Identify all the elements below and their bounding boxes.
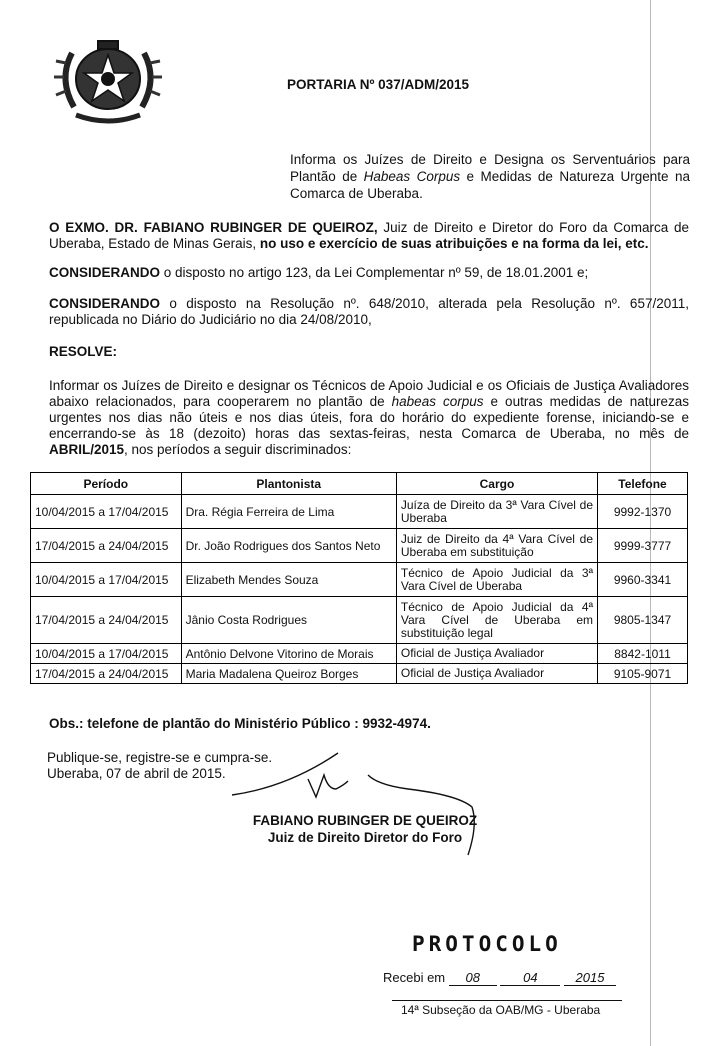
cell-plantonista: Dra. Régia Ferreira de Lima (181, 495, 396, 529)
cell-periodo: 10/04/2015 a 17/04/2015 (31, 644, 182, 664)
cell-cargo: Oficial de Justiça Avaliador (396, 664, 597, 684)
schedule-table (30, 472, 688, 684)
considerando-2: CONSIDERANDO o disposto na Resolução nº. 648/2010, alterada pela Resolução nº. 657/2011, republicada no Diário do Judiciário no dia 24/08/2010, (49, 296, 689, 327)
cell-plantonista: Elizabeth Mendes Souza (181, 563, 396, 597)
cell-periodo: 17/04/2015 a 24/04/2015 (31, 597, 182, 644)
cell-cargo: Oficial de Justiça Avaliador (396, 644, 597, 664)
stamp-received (383, 970, 616, 986)
header-plantonista: Plantonista (181, 473, 396, 495)
cell-plantonista: Dr. João Rodrigues dos Santos Neto (181, 529, 396, 563)
body-paragraph: Informar os Juízes de Direito e designar os Técnicos de Apoio Judicial e os Oficiais de Justiça Avaliadores abaixo relacionados, para cooperarem no plantão de habeas corpus e outras medidas de naturezas urgentes nos dias não úteis e nos dias úteis, fora do horário do expediente forense, iniciando-se e encerrando-se às 18 (dezoito) horas das sextas-feiras, nesta Comarca de Uberaba, no mês de ABRIL/2015, nos períodos a seguir discriminados: (49, 378, 689, 457)
header-telefone: Telefone (598, 473, 688, 495)
table-row (31, 495, 688, 529)
table-header-row (31, 473, 688, 495)
cell-periodo: 10/04/2015 a 17/04/2015 (31, 563, 182, 597)
resolve-heading: RESOLVE: (49, 344, 118, 359)
cell-periodo: 17/04/2015 a 24/04/2015 (31, 529, 182, 563)
stamp-received-label: Recebi em (383, 970, 446, 985)
considerando-1: CONSIDERANDO o disposto no artigo 123, da Lei Complementar nº 59, de 18.01.2001 e; (49, 265, 589, 280)
signatory-name: FABIANO RUBINGER DE QUEIROZ (252, 813, 478, 828)
cell-plantonista: Antônio Delvone Vitorino de Morais (181, 644, 396, 664)
cell-telefone: 9992-1370 (598, 495, 688, 529)
place-date-line: Uberaba, 07 de abril de 2015. (47, 766, 226, 781)
stamp-year: 2015 (564, 970, 616, 986)
stamp-subsection: 14ª Subseção da OAB/MG - Uberaba (401, 1003, 601, 1017)
cell-telefone: 9999-3777 (598, 529, 688, 563)
cell-cargo: Juiz de Direito da 4ª Vara Cível de Uberaba em substituição (396, 529, 597, 563)
stamp-month: 04 (500, 970, 560, 986)
document-summary: Informa os Juízes de Direito e Designa os Serventuários para Plantão de Habeas Corpus e Medidas de Natureza Urgente na Comarca de Uberaba. (290, 152, 690, 201)
cell-cargo: Técnico de Apoio Judicial da 4ª Vara Cível de Uberaba em substituição legal (396, 597, 597, 644)
obs-note: Obs.: telefone de plantão do Ministério Público : 9932-4974. (49, 716, 431, 731)
cell-telefone: 9105-9071 (598, 664, 688, 684)
cell-plantonista: Maria Madalena Queiroz Borges (181, 664, 396, 684)
stamp-day: 08 (449, 970, 497, 986)
table-row (31, 664, 688, 684)
cell-telefone: 9805-1347 (598, 597, 688, 644)
cell-cargo: Juíza de Direito da 3ª Vara Cível de Uberaba (396, 495, 597, 529)
publish-line: Publique-se, registre-se e cumpra-se. (47, 750, 273, 765)
cell-periodo: 10/04/2015 a 17/04/2015 (31, 495, 182, 529)
document-title: PORTARIA Nº 037/ADM/2015 (287, 77, 469, 92)
table-row (31, 563, 688, 597)
signatory-role: Juiz de Direito Diretor do Foro (267, 830, 463, 845)
header-periodo: Período (31, 473, 182, 495)
cell-plantonista: Jânio Costa Rodrigues (181, 597, 396, 644)
table-row (31, 529, 688, 563)
header-cargo: Cargo (396, 473, 597, 495)
table-row (31, 597, 688, 644)
signature-block (245, 812, 485, 846)
stamp-rule (392, 1000, 622, 1001)
cell-telefone: 9960-3341 (598, 563, 688, 597)
stamp-title: PROTOCOLO (412, 932, 562, 956)
cell-cargo: Técnico de Apoio Judicial da 3ª Vara Cível de Uberaba (396, 563, 597, 597)
intro-paragraph: O EXMO. DR. FABIANO RUBINGER DE QUEIROZ, Juiz de Direito e Diretor do Foro da Comarca de Uberaba, Estado de Minas Gerais, no uso e exercício de suas atribuições e na forma da lei, etc. (49, 220, 689, 251)
table-row (31, 644, 688, 664)
cell-periodo: 17/04/2015 a 24/04/2015 (31, 664, 182, 684)
coat-of-arms-emblem (52, 33, 164, 129)
cell-telefone: 8842-1011 (598, 644, 688, 664)
